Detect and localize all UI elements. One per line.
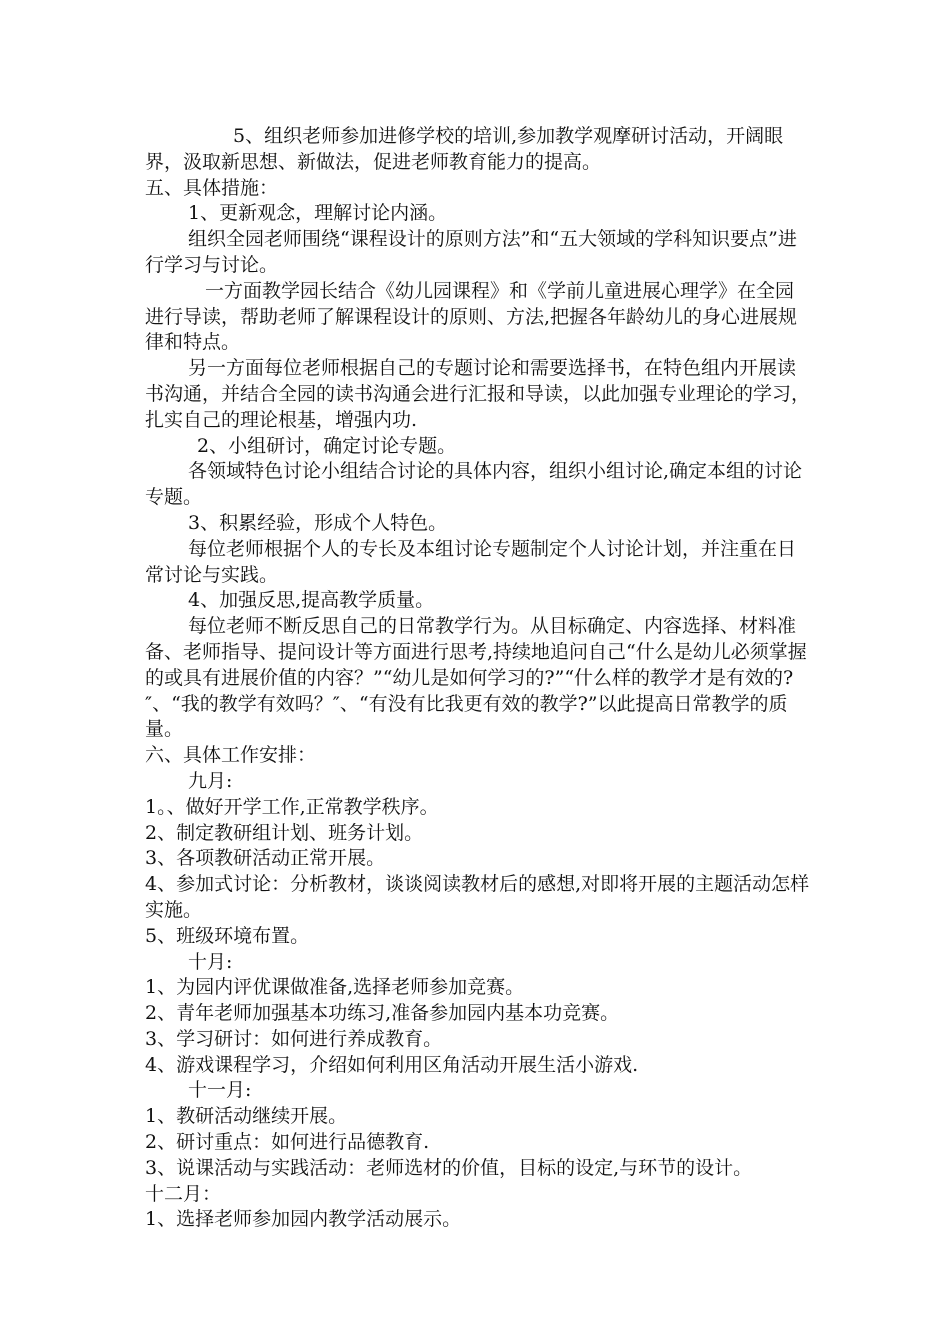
measure-2-title: 2、小组研讨，确定讨论专题。 — [197, 434, 457, 457]
list-item: 1、选择老师参加园内教学活动展示。 — [145, 1208, 462, 1231]
list-item: 4、参加式讨论：分析教材，谈谈阅读教材后的感想,对即将开展的主题活动怎样实施。 — [145, 873, 810, 921]
list-item: 2、研讨重点：如何进行品德教育. — [145, 1131, 430, 1154]
list-item: 3、各项教研活动正常开展。 — [145, 847, 386, 870]
month-december: 十二月： — [145, 1182, 222, 1205]
paragraph-training: 5、组织老师参加进修学校的培训,参加教学观摩研讨活动，开阔眼界，汲取新思想、新做法，促进老师教育能力的提高。 — [145, 125, 784, 173]
list-item: 5、班级环境布置。 — [145, 924, 310, 947]
heading-measures: 五、具体措施： — [145, 176, 279, 199]
measure-3-paragraph: 每位老师根据个人的专长及本组讨论专题制定个人讨论计划，并注重在日常讨论与实践。 — [145, 537, 797, 586]
month-november: 十一月: — [188, 1079, 252, 1102]
heading-schedule: 六、具体工作安排： — [145, 744, 317, 767]
list-item: 2、制定教研组计划、班务计划。 — [145, 821, 424, 844]
list-item: 3、说课活动与实践活动：老师选材的价值，目标的设定,与环节的设计。 — [145, 1156, 753, 1179]
list-item: 1、为园内评优课做准备,选择老师参加竞赛。 — [145, 976, 525, 999]
measure-4-paragraph: 每位老师不断反思自己的日常教学行为。从目标确定、内容选择、材料准备、老师指导、提问设计等方面进行思考,持续地追问自己“什么是幼儿必须掌握的或具有进展价值的内容？”“幼儿是如何学习的?”“什么样的教学才是有效的?″、“我的教学有效吗？″、“有没有比我更有效的教学?”以此提高日常教学的质量。 — [145, 615, 807, 741]
measure-1-paragraph-c: 另一方面每位老师根据自己的专题讨论和需要选择书，在特色组内开展读书沟通，并结合全园的读书沟通会进行汇报和导读，以此加强专业理论的学习，扎实自己的理论根基，增强内功. — [145, 357, 811, 431]
list-item: 4、游戏课程学习，介绍如何利用区角活动开展生活小游戏. — [145, 1053, 639, 1076]
measure-2-paragraph: 各领域特色讨论小组结合讨论的具体内容，组织小组讨论,确定本组的讨论专题。 — [145, 460, 803, 509]
list-item: 2、青年老师加强基本功练习,准备参加园内基本功竞赛。 — [145, 1002, 620, 1025]
measure-4-title: 4、加强反思,提高教学质量。 — [188, 589, 435, 612]
list-item: 3、学习研讨：如何进行养成教育。 — [145, 1027, 443, 1050]
measure-1-paragraph-b: 一方面教学园长结合《幼儿园课程》和《学前儿童进展心理学》在全园进行导读，帮助老师了解课程设计的原则、方法,把握各年龄幼儿的身心进展规律和特点。 — [145, 279, 798, 354]
document-body — [145, 124, 810, 1233]
measure-3-title: 3、积累经验，形成个人特色。 — [188, 511, 448, 534]
list-item: 1、教研活动继续开展。 — [145, 1105, 348, 1128]
month-october: 十月: — [188, 950, 233, 973]
measure-1-title: 1、更新观念，理解讨论内涵。 — [188, 202, 448, 225]
list-item: 1。、做好开学工作,正常教学秩序。 — [145, 795, 439, 818]
measure-1-paragraph-a: 组织全园老师围绕“课程设计的原则方法”和“五大领域的学科知识要点”进行学习与讨论。 — [145, 228, 797, 276]
month-september: 九月: — [188, 769, 233, 792]
